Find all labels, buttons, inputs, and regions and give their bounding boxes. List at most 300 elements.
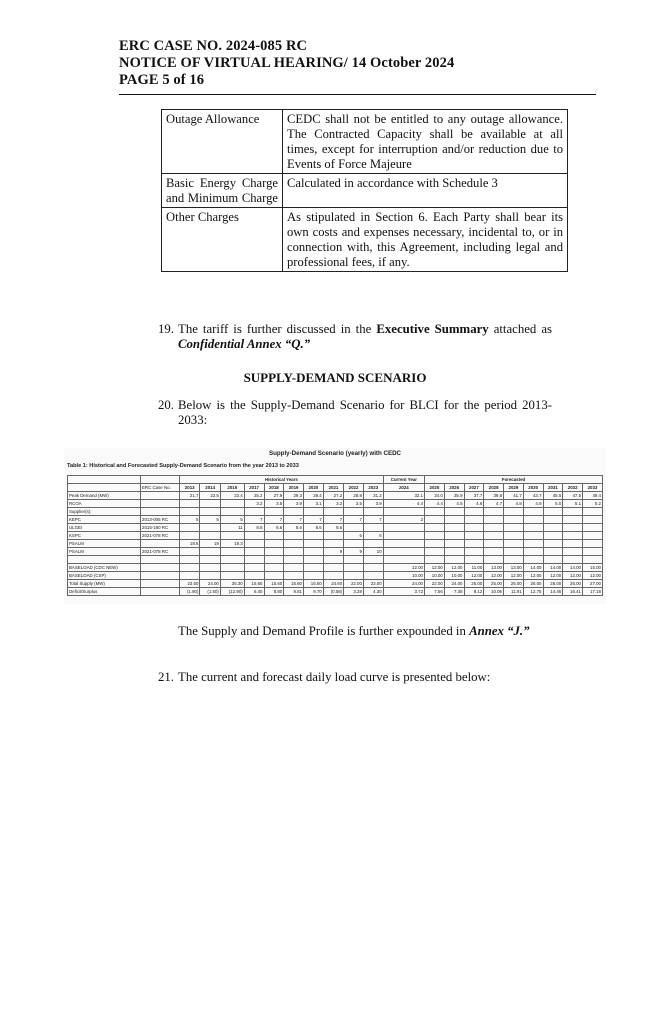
table-cell: 9	[344, 548, 364, 556]
paragraph-text: The current and forecast daily load curve is presented below:	[178, 670, 491, 684]
table-cell: 12.75	[523, 588, 543, 596]
table-cell: 41.7	[504, 492, 524, 500]
case-cell: 2021-078 RC	[141, 548, 180, 556]
table-cell: 24.00	[383, 580, 424, 588]
table-cell: 29.3	[284, 492, 304, 500]
header-case-no: ERC Case No.	[141, 484, 180, 492]
table-cell	[220, 572, 244, 580]
year-header: 2031	[543, 484, 563, 492]
table-cell	[363, 524, 383, 532]
table-cell: 7	[344, 516, 364, 524]
table-cell	[583, 516, 603, 524]
table-cell: 5.0	[543, 500, 563, 508]
paragraph-number: 19.	[158, 322, 174, 336]
table-cell	[523, 556, 543, 564]
table-cell	[523, 524, 543, 532]
table-cell	[583, 524, 603, 532]
case-cell	[141, 540, 180, 548]
table-cell	[484, 524, 504, 532]
table-cell: 16.41	[563, 588, 583, 596]
table-cell	[264, 564, 284, 572]
bold-run: Executive Summary	[376, 322, 489, 336]
table-cell: 9.70	[304, 588, 324, 596]
table-cell	[563, 524, 583, 532]
header-cell	[141, 476, 180, 484]
table-cell	[180, 524, 200, 532]
table-cell	[244, 508, 264, 516]
table-cell	[264, 548, 284, 556]
header-cell	[68, 476, 141, 484]
table-row	[68, 524, 603, 532]
table-cell	[425, 548, 445, 556]
table-cell: 3.28	[344, 588, 364, 596]
table-cell	[363, 564, 383, 572]
table-cell: 18.5	[180, 540, 200, 548]
table-cell: 43.7	[523, 492, 543, 500]
table-cell	[304, 572, 324, 580]
table-cell: 5.1	[563, 500, 583, 508]
table-cell	[264, 532, 284, 540]
table-cell	[523, 548, 543, 556]
term-value: Calculated in accordance with Schedule 3	[283, 174, 568, 208]
table-cell	[220, 532, 244, 540]
table-cell: 3.1	[304, 500, 324, 508]
table-cell	[444, 516, 464, 524]
table-cell	[220, 548, 244, 556]
table-cell	[284, 540, 304, 548]
supply-demand-table-body	[68, 476, 603, 596]
table-cell: 8.6	[244, 524, 264, 532]
table-cell	[504, 516, 524, 524]
table-cell: 4.6	[464, 500, 484, 508]
table-cell	[200, 524, 220, 532]
image-title: Supply-Demand Scenario (yearly) with CEDC	[268, 450, 402, 457]
table-cell	[363, 556, 383, 564]
year-header: 2014	[200, 484, 220, 492]
page-number: PAGE 5 of 16	[119, 72, 205, 88]
table-cell: 11.91	[504, 588, 524, 596]
header-current: Current Year	[383, 476, 424, 484]
case-cell: 2021-078 RC	[141, 532, 180, 540]
table-cell	[323, 508, 343, 516]
row-label: PSALM	[68, 540, 141, 548]
header-forecasted: Forecasted	[425, 476, 603, 484]
table-cell	[383, 548, 424, 556]
table-cell	[583, 556, 603, 564]
table-cell: 12.00	[583, 572, 603, 580]
supply-demand-table	[67, 475, 603, 596]
table-cell	[244, 548, 264, 556]
table-cell: 4.8	[504, 500, 524, 508]
case-cell: 2015-190 RC	[141, 524, 180, 532]
table-cell: 39.8	[484, 492, 504, 500]
table-row	[68, 556, 603, 564]
text-run: attached as	[488, 322, 553, 336]
table-cell: 14.00	[543, 564, 563, 572]
year-header: 2025	[425, 484, 445, 492]
table-cell	[383, 556, 424, 564]
table-cell: 19	[200, 540, 220, 548]
year-header: 2032	[563, 484, 583, 492]
notice-title: NOTICE OF VIRTUAL HEARING/ 14 October 2024	[119, 55, 455, 71]
table-cell: 31.2	[363, 492, 383, 500]
table-cell: 7	[244, 516, 264, 524]
table-cell	[244, 556, 264, 564]
table-cell: 3.9	[363, 500, 383, 508]
table-cell	[200, 500, 220, 508]
term-value: As stipulated in Section 6. Each Party shall bear its own costs and expenses necessary, incidental to, or in connection with, this Agreement, including legal and professional fees, if any.	[283, 208, 568, 272]
table-cell	[504, 524, 524, 532]
paragraph-number: 20.	[158, 398, 174, 412]
table-cell: 26.00	[543, 580, 563, 588]
table-cell: 35.9	[444, 492, 464, 500]
year-header: 2013	[180, 484, 200, 492]
table-cell	[383, 532, 424, 540]
table-cell	[464, 516, 484, 524]
table-cell	[323, 556, 343, 564]
case-cell: 2013-006 RC	[141, 516, 180, 524]
table-cell: 49.4	[583, 492, 603, 500]
table-cell	[383, 508, 424, 516]
table-cell	[304, 540, 324, 548]
image-caption: Table 1: Historical and Forecasted Supply-Demand Scenario from the year 2013 to 2033	[67, 463, 299, 469]
table-cell: 7.56	[425, 588, 445, 596]
table-cell: 47.5	[563, 492, 583, 500]
table-cell: 4.9	[523, 500, 543, 508]
row-label: Total Supply (MW)	[68, 580, 141, 588]
table-cell: 12.00	[484, 572, 504, 580]
paragraph-19	[158, 322, 552, 352]
table-cell: 2	[383, 516, 424, 524]
term-key-text: Basic Energy Charge and Minimum Charge	[166, 176, 278, 205]
case-cell	[141, 564, 180, 572]
table-cell: 6	[363, 532, 383, 540]
table-cell	[444, 556, 464, 564]
year-header: 2020	[304, 484, 324, 492]
table-cell: (12.90)	[220, 588, 244, 596]
table-cell	[344, 556, 364, 564]
table-cell	[543, 556, 563, 564]
year-header: 2017	[244, 484, 264, 492]
table-cell: 26.00	[563, 580, 583, 588]
row-label: BASELOAD (CSP)	[68, 572, 141, 580]
header-divider	[119, 94, 596, 95]
paragraph-21	[158, 670, 552, 685]
table-cell: 15.60	[284, 580, 304, 588]
paragraph-text	[178, 322, 552, 352]
table-cell: 15.60	[304, 580, 324, 588]
table-cell	[363, 572, 383, 580]
table-cell	[363, 540, 383, 548]
table-cell	[304, 532, 324, 540]
table-cell: 4.30	[363, 588, 383, 596]
table-cell	[304, 508, 324, 516]
table-cell	[244, 540, 264, 548]
row-label: Deficit/Surplus	[68, 588, 141, 596]
row-label: ULGEI	[68, 524, 141, 532]
table-cell	[543, 540, 563, 548]
table-row	[68, 580, 603, 588]
table-cell: 11	[220, 524, 244, 532]
table-cell	[425, 516, 445, 524]
table-cell: 37.7	[464, 492, 484, 500]
table-cell: 4.4	[383, 500, 424, 508]
table-cell	[323, 540, 343, 548]
table-cell: 14.00	[563, 564, 583, 572]
row-label: PSALM	[68, 548, 141, 556]
row-label: Supplier(s):	[68, 508, 141, 516]
year-header: 2022	[344, 484, 364, 492]
table-cell	[583, 508, 603, 516]
table-cell: 7	[304, 516, 324, 524]
text-run: The tariff is further discussed in the	[178, 322, 377, 336]
table-cell	[425, 556, 445, 564]
table-cell	[304, 548, 324, 556]
table-cell	[464, 508, 484, 516]
case-cell	[141, 580, 180, 588]
table-cell: 25.00	[484, 580, 504, 588]
table-cell: (1.50)	[200, 588, 220, 596]
table-cell	[180, 556, 200, 564]
table-cell	[425, 532, 445, 540]
table-cell: 10	[363, 548, 383, 556]
table-cell: 8.6	[304, 524, 324, 532]
year-header: 2023	[363, 484, 383, 492]
table-cell	[200, 572, 220, 580]
table-row	[68, 564, 603, 572]
year-header: 2029	[504, 484, 524, 492]
year-header: 2018	[264, 484, 284, 492]
term-key: Other Charges	[162, 208, 283, 272]
table-cell: (0.58)	[323, 588, 343, 596]
table-cell	[425, 524, 445, 532]
table-cell	[244, 564, 264, 572]
table-cell: 19.3	[220, 540, 244, 548]
table-cell	[543, 524, 563, 532]
header-cell	[68, 484, 141, 492]
table-cell	[220, 508, 244, 516]
table-cell: 13.00	[504, 564, 524, 572]
table-cell: 13.00	[484, 564, 504, 572]
paragraph-text: Below is the Supply-Demand Scenario for BLCI for the period 2013-2033:	[178, 398, 552, 427]
text-run: The Supply and Demand Profile is further expounded in	[178, 624, 470, 638]
table-cell: 23.00	[363, 580, 383, 588]
terms-table	[161, 109, 568, 272]
table-cell: 4.4	[425, 500, 445, 508]
row-label: Peak Demand (MW)	[68, 492, 141, 500]
table-cell: 8.80	[264, 588, 284, 596]
table-row	[68, 516, 603, 524]
table-cell	[484, 548, 504, 556]
table-cell: 12.00	[563, 572, 583, 580]
table-row	[68, 500, 603, 508]
table-cell	[444, 524, 464, 532]
table-cell	[264, 540, 284, 548]
table-cell: 6	[344, 532, 364, 540]
case-cell	[141, 500, 180, 508]
table-cell: 4.7	[484, 500, 504, 508]
table-cell: 45.5	[543, 492, 563, 500]
row-label	[68, 556, 141, 564]
table-cell: 24.00	[200, 580, 220, 588]
table-row	[68, 508, 603, 516]
table-cell: 4.5	[444, 500, 464, 508]
table-cell	[583, 532, 603, 540]
term-key: Outage Allowance	[162, 110, 283, 174]
table-cell: 12.00	[523, 572, 543, 580]
annex-reference: Annex “J.”	[469, 624, 530, 638]
table-cell	[563, 532, 583, 540]
table-cell	[264, 508, 284, 516]
table-cell	[180, 548, 200, 556]
table-cell: 23.50	[180, 580, 200, 588]
table-cell: 11.00	[464, 564, 484, 572]
table-cell: 3.5	[264, 500, 284, 508]
case-cell	[141, 508, 180, 516]
table-cell	[484, 540, 504, 548]
table-cell: 9.81	[284, 588, 304, 596]
table-cell: 17.18	[583, 588, 603, 596]
table-cell	[383, 540, 424, 548]
table-cell: 26.00	[523, 580, 543, 588]
table-cell: 21.7	[180, 492, 200, 500]
table-cell: 24.60	[323, 580, 343, 588]
table-cell	[484, 532, 504, 540]
section-title: SUPPLY-DEMAND SCENARIO	[243, 370, 427, 385]
table-cell: 10.00	[444, 572, 464, 580]
table-cell	[264, 572, 284, 580]
table-cell	[244, 572, 264, 580]
table-cell: 7	[323, 516, 343, 524]
table-cell	[523, 508, 543, 516]
table-cell	[344, 524, 364, 532]
paragraph-text	[178, 624, 552, 639]
table-row	[68, 588, 603, 596]
table-cell	[425, 540, 445, 548]
term-value: CEDC shall not be entitled to any outage allowance. The Contracted Capacity shall be available at all times, except for interruption and/or reduction due to Events of Force Majeure	[283, 110, 568, 174]
table-cell: 15.60	[264, 580, 284, 588]
table-cell: 15.60	[244, 580, 264, 588]
table-cell: 27.2	[323, 492, 343, 500]
annex-reference: Confidential Annex “Q.”	[178, 337, 311, 351]
row-label: KSPC	[68, 532, 141, 540]
paragraph-20	[158, 398, 552, 428]
table-cell: 27.9	[264, 492, 284, 500]
table-cell: 10.00	[425, 572, 445, 580]
table-cell	[425, 508, 445, 516]
table-cell: 7	[284, 516, 304, 524]
table-cell: 28.8	[344, 492, 364, 500]
table-cell: 12.00	[383, 564, 424, 572]
table-cell	[464, 524, 484, 532]
table-cell	[464, 540, 484, 548]
table-cell: 8.6	[323, 524, 343, 532]
table-cell	[504, 556, 524, 564]
table-row	[68, 540, 603, 548]
table-cell	[563, 548, 583, 556]
table-cell	[464, 532, 484, 540]
table-cell: (1.80)	[180, 588, 200, 596]
table-cell	[543, 532, 563, 540]
year-header: 2015	[220, 484, 244, 492]
table-cell: 27.00	[583, 580, 603, 588]
table-cell	[444, 540, 464, 548]
table-cell	[264, 556, 284, 564]
table-cell	[180, 564, 200, 572]
table-cell	[484, 556, 504, 564]
table-cell: 22.5	[200, 492, 220, 500]
table-cell	[200, 508, 220, 516]
table-cell: 7.38	[444, 588, 464, 596]
table-cell	[220, 500, 244, 508]
table-cell	[444, 508, 464, 516]
table-cell	[563, 540, 583, 548]
table-cell	[284, 572, 304, 580]
table-cell: 22.4	[220, 492, 244, 500]
table-cell	[180, 508, 200, 516]
table-row	[68, 532, 603, 540]
table-cell	[344, 540, 364, 548]
table-header-row	[68, 476, 603, 484]
annex-paragraph	[178, 624, 552, 639]
table-cell	[563, 508, 583, 516]
table-cell	[323, 564, 343, 572]
table-cell	[200, 556, 220, 564]
table-cell	[284, 532, 304, 540]
table-cell	[504, 508, 524, 516]
table-cell: 5.2	[583, 500, 603, 508]
table-cell: 22.00	[344, 580, 364, 588]
table-cell: 3.2	[323, 500, 343, 508]
table-cell	[484, 516, 504, 524]
table-cell: 12.00	[464, 572, 484, 580]
case-cell	[141, 588, 180, 596]
table-cell: 25.00	[464, 580, 484, 588]
table-cell: 12.00	[444, 564, 464, 572]
table-cell	[323, 532, 343, 540]
table-row	[162, 174, 568, 208]
table-cell: 35.30	[220, 580, 244, 588]
table-cell	[504, 540, 524, 548]
table-cell: 25.00	[504, 580, 524, 588]
table-cell	[180, 532, 200, 540]
table-cell: 7	[264, 516, 284, 524]
table-cell	[344, 564, 364, 572]
header-historical: Historical Years	[180, 476, 384, 484]
table-cell: 8.12	[464, 588, 484, 596]
table-cell	[523, 516, 543, 524]
table-cell	[200, 564, 220, 572]
table-cell: 3.2	[244, 500, 264, 508]
year-header: 2030	[523, 484, 543, 492]
table-cell: 3.72	[383, 588, 424, 596]
table-cell	[344, 508, 364, 516]
table-cell	[363, 508, 383, 516]
table-cell	[304, 556, 324, 564]
year-header: 2026	[444, 484, 464, 492]
table-header-row	[68, 484, 603, 492]
table-cell	[464, 548, 484, 556]
table-row	[162, 208, 568, 272]
table-cell: 7	[363, 516, 383, 524]
table-cell	[323, 572, 343, 580]
table-cell: 8.6	[284, 524, 304, 532]
table-cell	[464, 556, 484, 564]
table-cell: 28.4	[304, 492, 324, 500]
term-key	[162, 174, 283, 208]
table-cell	[444, 548, 464, 556]
table-row	[68, 572, 603, 580]
